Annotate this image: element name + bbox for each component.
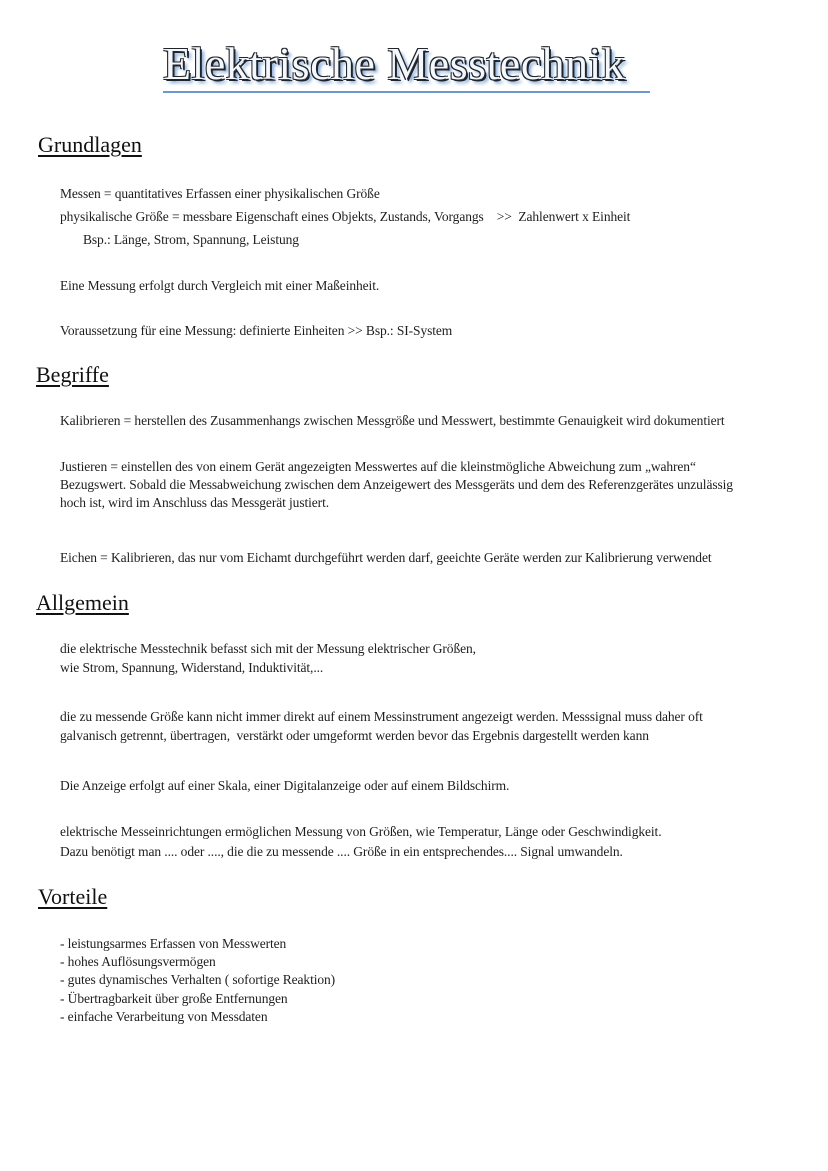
heading-begriffe: Begriffe (36, 362, 109, 387)
grundlagen-line: physikalische Größe = messbare Eigenschaft eines Objekts, Zustands, Vorgangs >> Zahlenwert x Einheit (60, 209, 631, 224)
vorteile-list-item: - Übertragbarkeit über große Entfernungen (60, 991, 288, 1006)
title-underline (163, 91, 650, 93)
heading-vorteile: Vorteile (38, 884, 108, 909)
allgemein-line: galvanisch getrennt, übertragen, verstärkt oder umgeformt werden bevor das Ergebnis dargestellt werden kann (60, 728, 649, 743)
allgemein-line: wie Strom, Spannung, Widerstand, Induktivität,... (60, 660, 324, 675)
begriffe-line: Justieren = einstellen des von einem Gerät angezeigten Messwertes auf die kleinstmögliche Abweichung zum „wahren“ (60, 459, 696, 474)
page-title: Elektrische Messtechnik (163, 38, 626, 89)
grundlagen-line: Bsp.: Länge, Strom, Spannung, Leistung (83, 232, 299, 247)
vorteile-list-item: - hohes Auflösungsvermögen (60, 954, 216, 969)
allgemein-line: die elektrische Messtechnik befasst sich mit der Messung elektrischer Größen, (60, 641, 476, 656)
allgemein-line: elektrische Messeinrichtungen ermöglichen Messung von Größen, wie Temperatur, Länge oder Geschwindigkeit. (60, 824, 662, 839)
grundlagen-line: Voraussetzung für eine Messung: definierte Einheiten >> Bsp.: SI-System (60, 323, 453, 338)
begriffe-line: hoch ist, wird im Anschluss das Messgerät justiert. (60, 495, 330, 510)
vorteile-list-item: - leistungsarmes Erfassen von Messwerten (60, 936, 287, 951)
heading-allgemein: Allgemein (36, 590, 129, 615)
allgemein-line: Dazu benötigt man .... oder ...., die die zu messende .... Größe in ein entsprechendes.... Signal umwandeln. (60, 844, 623, 859)
grundlagen-line: Eine Messung erfolgt durch Vergleich mit einer Maßeinheit. (60, 278, 380, 293)
allgemein-line: die zu messende Größe kann nicht immer direkt auf einem Messinstrument angezeigt werden. Messsignal muss daher oft (60, 709, 703, 724)
vorteile-list-item: - gutes dynamisches Verhalten ( sofortige Reaktion) (60, 972, 336, 987)
begriffe-line: Eichen = Kalibrieren, das nur vom Eichamt durchgeführt werden darf, geeichte Geräte werden zur Kalibrierung verwendet (60, 550, 712, 565)
allgemein-line: Die Anzeige erfolgt auf einer Skala, einer Digitalanzeige oder auf einem Bildschirm. (60, 778, 510, 793)
begriffe-line: Bezugswert. Sobald die Messabweichung zwischen dem Anzeigewert des Messgeräts und dem des Referenzgerätes unzulässig (60, 477, 733, 492)
grundlagen-line: Messen = quantitatives Erfassen einer physikalischen Größe (60, 186, 380, 201)
vorteile-list-item: - einfache Verarbeitung von Messdaten (60, 1009, 268, 1024)
begriffe-line: Kalibrieren = herstellen des Zusammenhangs zwischen Messgröße und Messwert, bestimmte Genauigkeit wird dokumentiert (60, 413, 725, 428)
heading-grundlagen: Grundlagen (38, 132, 142, 157)
